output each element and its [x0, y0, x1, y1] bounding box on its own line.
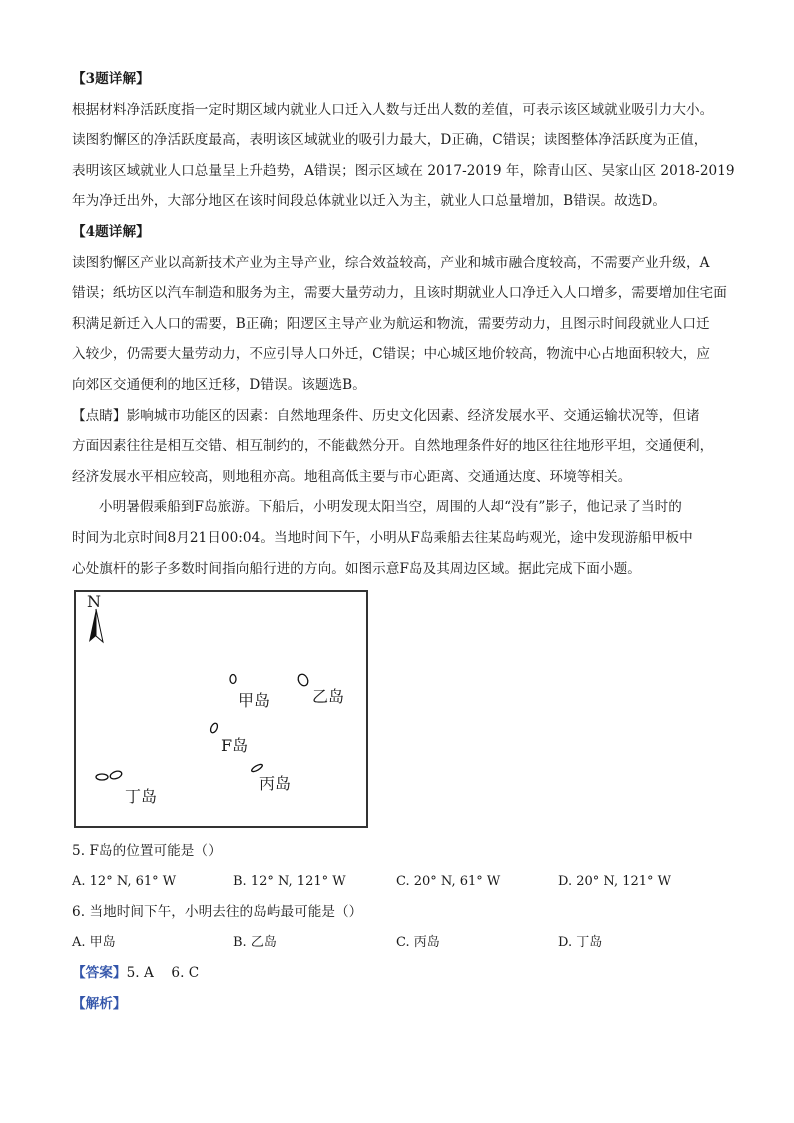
- island-ding-shape: [96, 770, 123, 781]
- tip-line: 【点睛】影响城市功能区的因素：自然地理条件、历史文化因素、经济发展水平、交通运输状况等，但诸: [72, 407, 700, 424]
- tip-line: 方面因素往往是相互交错、相互制约的，不能截然分开。自然地理条件好的地区往往地形平坦，交通便利，: [72, 438, 714, 455]
- answer-label: 【答案】: [72, 965, 127, 982]
- passage-line: 心处旗杆的影子多数时间指向船行进的方向。如图示意F岛及其周边区域。据此完成下面小题。: [72, 560, 641, 577]
- island-map-shapes: [76, 592, 366, 826]
- section3-line: 年为净迁出外，大部分地区在该时间段总体就业以迁入为主，就业人口总量增加，B错误。故选D。: [72, 193, 667, 210]
- island-bing-label: 丙岛: [259, 774, 292, 794]
- island-ding-label: 丁岛: [125, 787, 158, 807]
- island-jia-label: 甲岛: [238, 691, 271, 711]
- q5-stem: 5. F岛的位置可能是（）: [72, 843, 222, 860]
- analysis-label: 【解析】: [72, 996, 127, 1013]
- section3-line: 读图豹懈区的净活跃度最高，表明该区域就业的吸引力最大，D正确，C错误；读图整体净活跃度为正值，: [72, 132, 708, 149]
- q6-option-d: D. 丁岛: [558, 934, 603, 950]
- section4-heading: 【4题详解】: [72, 223, 150, 240]
- q6-stem: 6. 当地时间下午，小明去往的岛屿最可能是（）: [72, 904, 363, 921]
- q6-option-b: B. 乙岛: [233, 934, 277, 950]
- q5-option-c: C. 20° N, 61° W: [396, 873, 501, 889]
- section4-line: 向郊区交通便利的地区迁移，D错误。该题选B。: [72, 376, 366, 393]
- island-f-shape: [209, 722, 219, 734]
- north-arrow-icon: [89, 609, 103, 642]
- passage-line: 时间为北京时间8月21日00:04。当地时间下午，小明从F岛乘船去往某岛屿观光，途中发现游船甲板中: [72, 529, 693, 546]
- q5-option-b: B. 12° N, 121° W: [233, 873, 346, 889]
- q5-option-d: D. 20° N, 121° W: [558, 873, 672, 889]
- q6-option-c: C. 丙岛: [396, 934, 440, 950]
- document-page: [72, 64, 735, 1020]
- section3-heading: 【3题详解】: [72, 71, 150, 87]
- tip-line: 经济发展水平相应较高，则地租亦高。地租高低主要与市心距离、交通通达度、环境等相关。: [72, 468, 632, 485]
- section4-line: 错误；纸坊区以汽车制造和服务为主，需要大量劳动力，且该时期就业人口净迁入人口增多，需要增加住宅面: [72, 285, 727, 302]
- section4-line: 读图豹懈区产业以高新技术产业为主导产业，综合效益较高，产业和城市融合度较高，不需要产业升级，A: [72, 254, 710, 271]
- section4-line: 积满足新迁入人口的需要，B正确；阳逻区主导产业为航运和物流，需要劳动力，且图示时间段就业人口迁: [72, 315, 710, 332]
- answer-text: 5. A 6. C: [126, 965, 200, 982]
- q6-options: [72, 928, 732, 959]
- q6-option-a: A. 甲岛: [72, 934, 116, 950]
- answer-line: [72, 958, 732, 989]
- section3-line: 表明该区域就业人口总量呈上升趋势，A错误；图示区域在 2017-2019 年，除青山区、吴家山区 2018-2019: [72, 162, 735, 179]
- island-map: [74, 590, 368, 828]
- q5-options: [72, 867, 732, 898]
- q5-option-a: A. 12° N, 61° W: [72, 873, 177, 889]
- island-yi-shape: [296, 673, 309, 688]
- section3-line: 根据材料净活跃度指一定时期区域内就业人口迁入人数与迁出人数的差值，可表示该区域就业吸引力大小。: [72, 101, 714, 118]
- north-label: N: [87, 592, 101, 612]
- island-jia-shape: [230, 675, 236, 684]
- island-yi-label: 乙岛: [312, 687, 345, 707]
- passage-line: 小明暑假乘船到F岛旅游。下船后，小明发现太阳当空，周围的人却“没有”影子，他记录了当时的: [99, 499, 682, 516]
- section4-line: 入较少，仍需要大量劳动力，不应引导人口外迁，C错误；中心城区地价较高，物流中心占地面积较大，应: [72, 346, 711, 363]
- island-f-label: F岛: [221, 736, 249, 756]
